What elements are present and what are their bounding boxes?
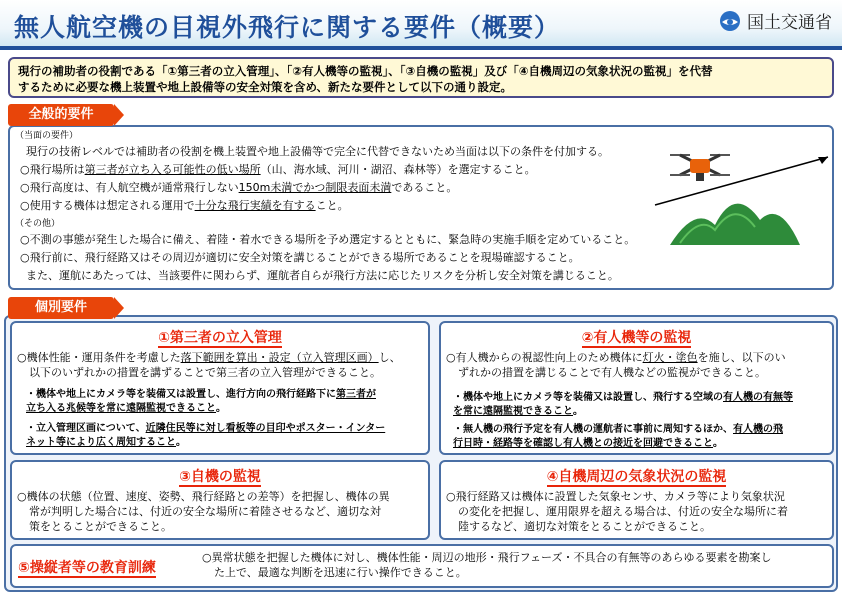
box1-sub-item-1: ・機体や地上にカメラ等を装備又は設置し、進行方向の飛行経路下に第三者が 立ち入る兆候等を常に遠隔監視できること。 [26,389,376,414]
box-third-party-access [10,321,430,455]
box3-title: ③自機の監視 [179,469,261,485]
intro-line-1: 現行の補助者の役割である「①第三者の立入管理」、「②有人機等の監視」、「③自機の監視」及び「④自機周辺の気象状況の監視」を代替 [18,64,713,78]
box2-sub-item-2: ・無人機の飛行予定を有人機の運航者に事前に周知するほか、有人機の飛 行日時・経路等を確認し有人機との接近を回避できること。 [453,424,783,449]
general-item-3: ○使用する機体は想定される運用で十分な飛行実績を有すること。 [20,199,349,212]
box5-title: ⑤操縦者等の教育訓練 [18,560,156,576]
box-manned-aircraft-monitoring [439,321,834,455]
box4-paragraph: ○飛行経路又は機体に設置した気象センサ、カメラ等により気象状況 の変化を把握し、運用限界を超える場合は、付近の安全な場所に着 陸するなど、適切な対策をとることができること。 [446,490,788,533]
sub-heading-other: （その他） [15,219,61,229]
box-own-aircraft-monitoring [10,460,430,540]
box2-title: ②有人機等の監視 [581,330,692,346]
box5-paragraph: ○異常状態を把握した機体に対し、機体性能・周辺の地形・飛行フェーズ・不具合の有無等のあらゆる要素を勘案し た上で、最適な判断を迅速に行い操作できること。 [202,551,772,579]
general-item-1: ○飛行場所は第三者が立ち入る可能性の低い場所（山、海水域、河川・湖沼、森林等）を選定すること。 [20,163,536,176]
mlit-logo-icon [719,10,741,32]
general-lead: 現行の技術レベルでは補助者の役割を機上装置や地上設備等で完全に代替できないため当面は以下の条件を付加する。 [26,145,609,158]
general-other-item-1: ○不測の事態が発生した場合に備え、着陸・着水できる場所を予め選定するとともに、緊急時の実施手順を定めていること。 [20,233,636,246]
box1-title: ①第三者の立入管理 [158,330,282,346]
intro-box [8,57,834,98]
intro-line-2: するために必要な機上装置や地上設備等の安全対策を含め、新たな要件として以下の通り設定。 [18,80,513,94]
box-operator-training [10,544,834,588]
general-closing: また、運航にあたっては、当該要件に関わらず、運航者自らが飛行方法に応じたリスクを分析し安全対策を講じること。 [26,269,619,282]
box2-paragraph: ○有人機からの視認性向上のため機体に灯火・塗色を施し、以下のい ずれかの措置を講じることで有人機などの監視ができること。 [446,351,786,379]
page-title: 無人航空機の目視外飛行に関する要件（概要） [14,13,561,42]
header-bar [0,0,842,48]
ministry-name: 国土交通省 [747,13,832,33]
box1-sub-item-2: ・立入管理区画について、近隣住民等に対し看板等の目印やポスター・インター ネット等により広く周知すること。 [26,423,386,448]
general-other-item-2: ○飛行前に、飛行経路又はその周辺が適切に安全対策を講じることができる場所であることを現場確認すること。 [20,251,580,264]
box1-paragraph: ○機体性能・運用条件を考慮した落下範囲を算出・設定（立入管理区画）し、 以下のいずれかの措置を講ずることで第三者の立入管理ができること。 [17,351,401,379]
ministry-logo-block [719,8,832,33]
header-divider [0,46,842,50]
individual-requirements-tag: 個別要件 [8,297,114,319]
box-weather-monitoring [439,460,834,540]
drone-over-mountains-illustration [650,145,830,255]
box4-title: ④自機周辺の気象状況の監視 [546,469,727,485]
box2-sub-item-1: ・機体や地上にカメラ等を装備又は設置し、飛行する空域の有人機の有無等 を常に遠隔監視できること。 [453,392,793,417]
sub-heading-current: （当面の要件） [15,131,79,141]
general-item-2: ○飛行高度は、有人航空機が通常飛行しない150m未満でかつ制限表面未満であること。 [20,181,458,194]
box3-paragraph: ○機体の状態（位置、速度、姿勢、飛行経路との差等）を把握し、機体の異 常が判明した場合には、付近の安全な場所に着陸させるなど、適切な対 策をとることができること。 [17,490,390,533]
general-requirements-tag: 全般的要件 [8,104,114,126]
